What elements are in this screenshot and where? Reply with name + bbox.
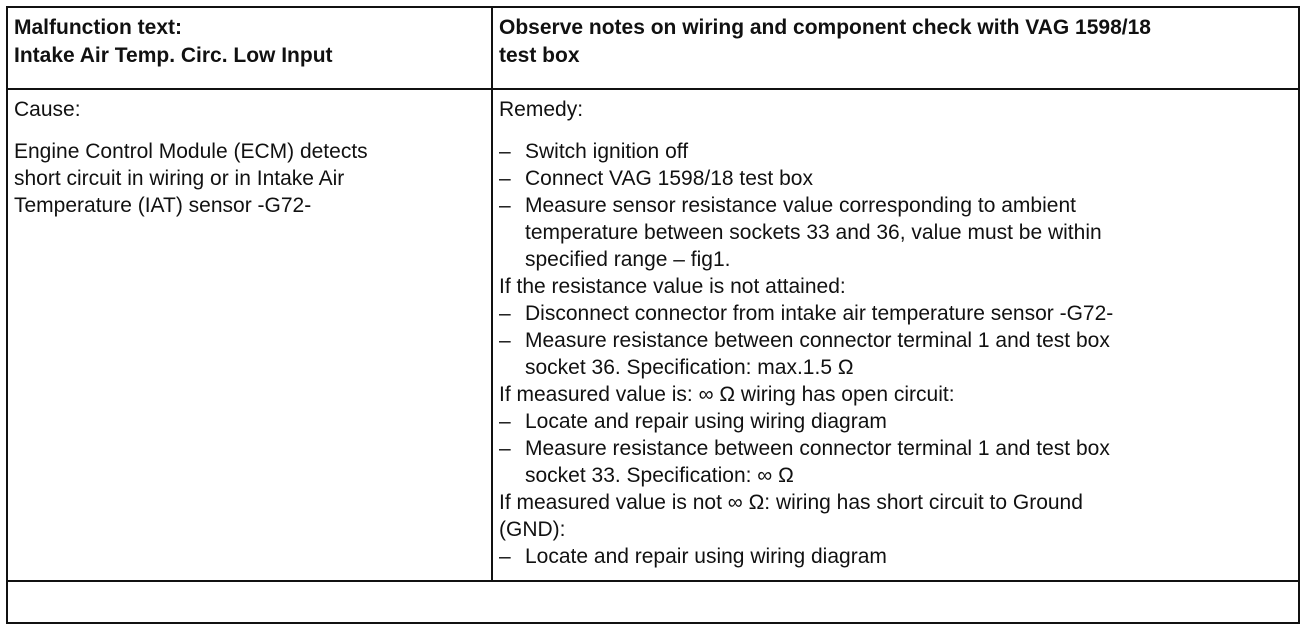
remedy-label: Remedy: [499, 98, 584, 121]
remedy-step-text: Disconnect connector from intake air temperature sensor -G72- [525, 302, 1114, 325]
malfunction-header-cell [8, 8, 493, 88]
dash-bullet: – [499, 140, 511, 163]
remedy-step [499, 327, 1292, 381]
remedy-step-body [525, 192, 1292, 273]
remedy-step [499, 138, 1292, 165]
remedy-step-text: Measure resistance between connector terminal 1 and test box [525, 329, 1110, 352]
remedy-condition-text: (GND): [499, 518, 566, 541]
dash-bullet: – [499, 329, 511, 352]
service-table [6, 6, 1300, 624]
notes-header-line2: test box [499, 44, 580, 67]
dash-bullet: – [499, 194, 511, 217]
remedy-condition-text: If measured value is not ∞ Ω: wiring has short circuit to Ground [499, 491, 1083, 514]
malfunction-label: Malfunction text: [14, 16, 182, 39]
remedy-step [499, 408, 1292, 435]
notes-header-line1: Observe notes on wiring and component check with VAG 1598/18 [499, 16, 1151, 39]
remedy-step-body [525, 408, 1292, 435]
cause-line-2: short circuit in wiring or in Intake Air [14, 167, 345, 190]
remedy-step [499, 300, 1292, 327]
remedy-step-body [525, 138, 1292, 165]
notes-header-cell [493, 8, 1298, 88]
remedy-step-body [525, 543, 1292, 570]
remedy-step-body [525, 165, 1292, 192]
remedy-step-text: Measure resistance between connector terminal 1 and test box [525, 437, 1110, 460]
table-footer-row [8, 582, 1298, 622]
cause-cell [8, 90, 493, 580]
remedy-step-text: socket 33. Specification: ∞ Ω [525, 464, 794, 487]
remedy-step-text: Switch ignition off [525, 140, 689, 163]
remedy-step-body [525, 300, 1292, 327]
dash-bullet: – [499, 167, 511, 190]
cause-line-3: Temperature (IAT) sensor -G72- [14, 194, 312, 217]
remedy-step-text: specified range – fig1. [525, 248, 731, 271]
malfunction-text: Intake Air Temp. Circ. Low Input [14, 44, 333, 67]
remedy-step-text: Locate and repair using wiring diagram [525, 545, 887, 568]
remedy-step [499, 165, 1292, 192]
remedy-step-text: Connect VAG 1598/18 test box [525, 167, 813, 190]
remedy-steps-list [499, 138, 1292, 570]
remedy-step-text: temperature between sockets 33 and 36, value must be within [525, 221, 1102, 244]
table-body-row [8, 90, 1298, 582]
remedy-step [499, 192, 1292, 273]
dash-bullet: – [499, 437, 511, 460]
remedy-step [499, 435, 1292, 489]
remedy-step-body [525, 435, 1292, 489]
remedy-step-text: Locate and repair using wiring diagram [525, 410, 887, 433]
remedy-cell [493, 90, 1298, 580]
dash-bullet: – [499, 302, 511, 325]
remedy-step-text: socket 36. Specification: max.1.5 Ω [525, 356, 854, 379]
remedy-step [499, 543, 1292, 570]
remedy-step-body [525, 327, 1292, 381]
dash-bullet: – [499, 410, 511, 433]
dash-bullet: – [499, 545, 511, 568]
table-header-row [8, 8, 1298, 90]
remedy-condition-text: If the resistance value is not attained: [499, 275, 846, 298]
cause-line-1: Engine Control Module (ECM) detects [14, 140, 368, 163]
remedy-condition-text: If measured value is: ∞ Ω wiring has open circuit: [499, 383, 955, 406]
remedy-step-text: Measure sensor resistance value corresponding to ambient [525, 194, 1076, 217]
cause-label: Cause: [14, 98, 81, 121]
